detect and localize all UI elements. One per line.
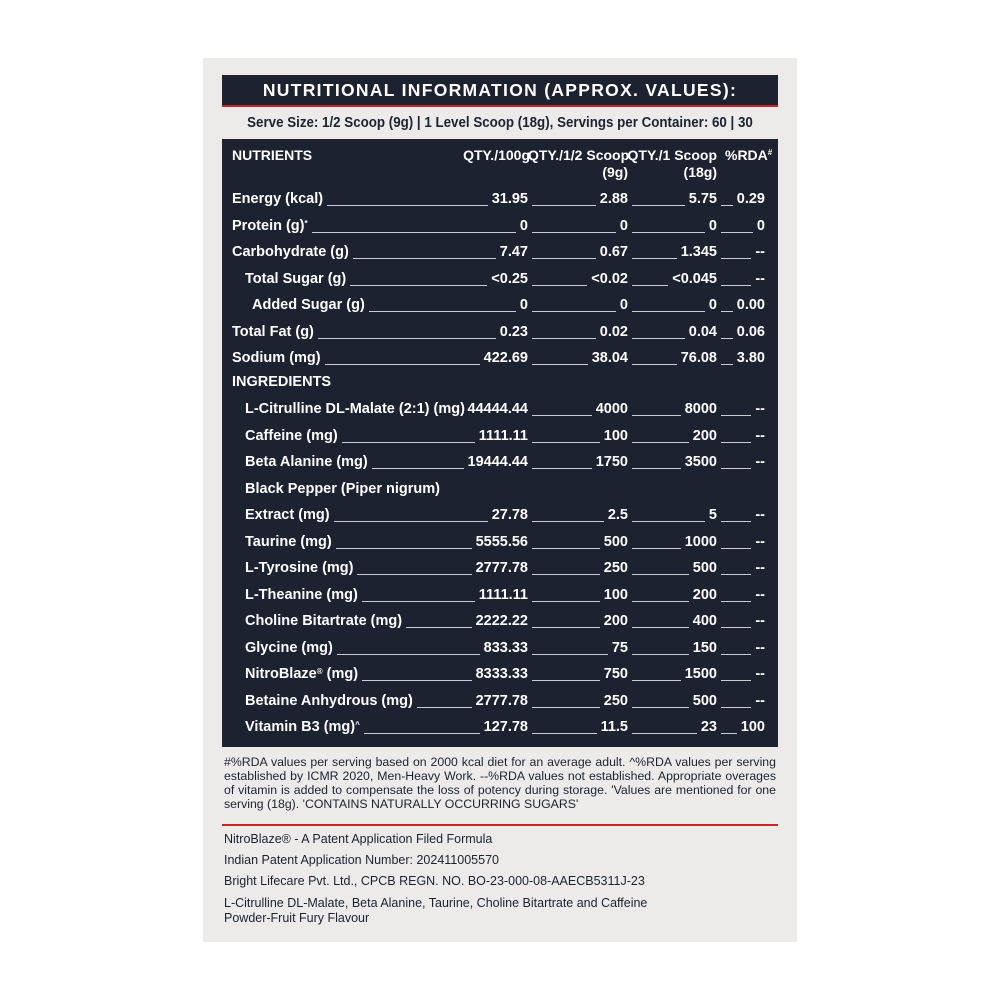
footnote-divider (222, 824, 778, 826)
cell-qhalf: 500 (603, 533, 628, 550)
cell-qhalf: 750 (603, 666, 628, 682)
row-name (245, 613, 402, 629)
leader-line (532, 205, 596, 206)
cell-q100: 44444.44 (467, 401, 528, 417)
leader-line (369, 311, 516, 312)
leader-line (632, 574, 689, 575)
cell-qone: 0.04 (688, 323, 717, 340)
leader-line (532, 468, 592, 469)
row-name-text: Glycine (mg) (245, 639, 333, 656)
leader-line (632, 338, 685, 339)
cell-q100: 127.78 (483, 719, 528, 735)
cell-qone: 150 (692, 639, 717, 656)
row-name (245, 454, 368, 470)
leader-line (532, 627, 600, 628)
row-name-text: Vitamin B3 (mg) (245, 719, 356, 735)
leader-line (417, 707, 472, 708)
row-name-text: Black Pepper (Piper nigrum) (245, 480, 440, 497)
cell-q100: 0 (519, 217, 528, 234)
leader-line (532, 707, 600, 708)
header-qty-one-scoop-size: (18g) (683, 164, 717, 180)
cell-qone: 1000 (684, 533, 717, 550)
cell-qhalf: 100 (603, 427, 628, 444)
row-name-text: Protein (g) (232, 217, 305, 234)
cell-qhalf: 38.04 (591, 350, 628, 366)
cell-rda: 0.06 (736, 323, 765, 340)
leader-line (632, 601, 689, 602)
leader-line (532, 232, 616, 233)
row-name (245, 587, 358, 603)
row-name (245, 534, 332, 550)
cell-rda: -- (755, 639, 765, 656)
cell-qhalf: 11.5 (600, 719, 628, 735)
leader-line (721, 205, 733, 206)
ingredients-heading: INGREDIENTS (232, 374, 332, 390)
row-name-mark: ® (316, 667, 323, 676)
cell-qone: 1.345 (680, 244, 717, 260)
serve-size-line: Serve Size: 1/2 Scoop (9g) | 1 Level Scoop (18g), Servings per Container: 60 | 30 (247, 115, 753, 131)
cell-q100: 833.33 (483, 639, 528, 656)
cell-rda: 0 (756, 217, 765, 234)
cell-qhalf: 250 (603, 560, 628, 576)
leader-line (632, 707, 689, 708)
cell-rda: -- (755, 533, 765, 550)
cell-q100: 5555.56 (475, 533, 528, 550)
nutrition-table (222, 139, 778, 747)
leader-line (532, 680, 600, 681)
cell-rda: 0.29 (736, 191, 765, 207)
leader-line (327, 205, 488, 206)
leader-line (632, 311, 705, 312)
cell-qone: 5 (708, 507, 717, 523)
cell-q100: 2777.78 (475, 692, 528, 709)
row-name-text: L-Citrulline DL-Malate (2:1) (mg) (245, 401, 465, 417)
cell-q100: 27.78 (491, 507, 528, 523)
leader-line (532, 548, 600, 549)
cell-rda: -- (755, 270, 765, 287)
row-name (232, 324, 314, 340)
row-name-text: Choline Bitartrate (mg) (245, 613, 403, 629)
cell-qone: 8000 (684, 401, 717, 417)
cell-qhalf: 0.67 (599, 244, 628, 260)
cell-qhalf: 200 (603, 613, 628, 629)
cell-qone: 1500 (684, 666, 717, 682)
leader-line (334, 521, 488, 522)
cell-qhalf: <0.02 (591, 270, 628, 287)
cell-qone: 3500 (684, 454, 717, 470)
leader-line (632, 548, 681, 549)
product-description-line-2: Powder-Fruit Fury Flavour (224, 911, 370, 925)
leader-line (721, 285, 751, 286)
row-name (232, 191, 323, 207)
leader-line (364, 733, 480, 734)
row-name-text: Total Sugar (g) (245, 270, 347, 287)
leader-line (532, 285, 587, 286)
leader-line (362, 680, 472, 681)
cell-q100: 1111.11 (478, 586, 528, 603)
header-rda-mark: # (767, 148, 773, 157)
cell-qhalf: 0.02 (599, 323, 628, 340)
cell-rda: -- (755, 560, 765, 576)
nutrition-title: NUTRITIONAL INFORMATION (APPROX. VALUES): (222, 75, 778, 105)
row-name (232, 244, 349, 260)
leader-line (721, 574, 751, 575)
row-name-text: NitroBlaze (245, 666, 317, 682)
cell-rda: -- (755, 427, 765, 444)
leader-line (532, 415, 592, 416)
leader-line (721, 680, 751, 681)
row-name-text: L-Tyrosine (mg) (245, 560, 354, 576)
row-name (245, 507, 330, 523)
leader-line (632, 468, 681, 469)
cell-qone: 0 (708, 297, 717, 313)
row-name (245, 481, 440, 497)
leader-line (721, 338, 733, 339)
header-rda (725, 147, 772, 163)
leader-line (353, 258, 496, 259)
row-name-text: Beta Alanine (mg) (245, 454, 368, 470)
cell-qhalf: 250 (603, 692, 628, 709)
leader-line (532, 521, 604, 522)
row-name-suffix: (mg) (322, 666, 359, 682)
leader-line (632, 364, 677, 365)
leader-line (532, 338, 596, 339)
cell-qhalf: 1750 (595, 454, 628, 470)
row-name-mark: * (304, 218, 308, 228)
cell-qhalf: 75 (611, 639, 628, 656)
cell-q100: 2222.22 (475, 613, 528, 629)
cell-q100: 19444.44 (467, 454, 528, 470)
leader-line (362, 601, 475, 602)
leader-line (721, 468, 751, 469)
cell-rda: 0.00 (736, 297, 765, 313)
row-name-text: L-Theanine (mg) (245, 586, 358, 603)
leader-line (632, 285, 668, 286)
cell-rda: 3.80 (736, 350, 765, 366)
cell-q100: 422.69 (483, 350, 528, 366)
row-name-text: Energy (kcal) (232, 191, 324, 207)
leader-line (532, 258, 596, 259)
leader-line (532, 574, 600, 575)
leader-line (721, 707, 751, 708)
header-qty-half-scoop: QTY./1/2 Scoop (528, 147, 630, 163)
row-name (245, 271, 346, 287)
leader-line (632, 521, 705, 522)
cell-qhalf: 2.5 (607, 507, 628, 523)
leader-line (357, 574, 471, 575)
row-name (252, 297, 365, 313)
header-qty-half-scoop-size: (9g) (602, 164, 628, 180)
cell-rda: 100 (740, 719, 765, 735)
cell-q100: 0.23 (499, 323, 528, 340)
cell-rda: -- (755, 507, 765, 523)
cell-qone: 400 (692, 613, 717, 629)
row-name (245, 560, 353, 576)
leader-line (721, 311, 733, 312)
leader-line (336, 548, 472, 549)
title-underline (222, 105, 778, 107)
leader-line (721, 654, 751, 655)
row-name (245, 719, 360, 735)
cell-qone: 200 (692, 586, 717, 603)
leader-line (632, 232, 705, 233)
leader-line (721, 521, 751, 522)
row-name-text: Carbohydrate (g) (232, 244, 349, 260)
leader-line (532, 311, 616, 312)
leader-line (721, 548, 751, 549)
row-name-text: Total Fat (g) (232, 323, 314, 340)
leader-line (532, 364, 588, 365)
leader-line (632, 627, 689, 628)
leader-line (342, 442, 475, 443)
cell-q100: 8333.33 (475, 666, 528, 682)
cell-q100: 0 (519, 297, 528, 313)
leader-line (532, 654, 608, 655)
cell-qhalf: 2.88 (599, 191, 628, 207)
cell-rda: -- (755, 401, 765, 417)
cell-rda: -- (755, 454, 765, 470)
row-name (245, 428, 338, 444)
leader-line (632, 258, 677, 259)
leader-line (721, 364, 733, 365)
row-name-text: Taurine (mg) (245, 533, 332, 550)
patent-number: Indian Patent Application Number: 202411005570 (224, 853, 499, 867)
leader-line (406, 627, 471, 628)
leader-line (721, 258, 751, 259)
cell-q100: 31.95 (491, 191, 528, 207)
leader-line (632, 442, 689, 443)
row-name (232, 218, 308, 234)
leader-line (312, 232, 516, 233)
row-name (232, 350, 321, 366)
leader-line (632, 680, 681, 681)
leader-line (632, 733, 697, 734)
cell-rda: -- (755, 692, 765, 709)
leader-line (721, 232, 753, 233)
header-qty-one-scoop: QTY./1 Scoop (627, 147, 717, 163)
product-description-line-1: L-Citrulline DL-Malate, Beta Alanine, Taurine, Choline Bitartrate and Caffeine (224, 896, 648, 910)
header-qty-100g: QTY./100g (463, 147, 530, 163)
leader-line (532, 601, 600, 602)
row-name (245, 693, 413, 709)
row-name-text: Added Sugar (g) (252, 297, 365, 313)
row-name-text: Caffeine (mg) (245, 427, 338, 444)
patent-note: NitroBlaze® - A Patent Application Filed Formula (224, 832, 493, 846)
leader-line (532, 442, 600, 443)
manufacturer-line: Bright Lifecare Pvt. Ltd., CPCB REGN. NO. BO-23-000-08-AAECB5311J-23 (224, 874, 645, 888)
cell-qone: 0 (708, 217, 717, 234)
leader-line (721, 627, 751, 628)
row-name (245, 640, 333, 656)
cell-qhalf: 0 (619, 297, 628, 313)
row-name-text: Betaine Anhydrous (mg) (245, 692, 413, 709)
leader-line (632, 205, 685, 206)
leader-line (721, 733, 737, 734)
row-name-mark: ^ (355, 720, 360, 729)
header-nutrients: NUTRIENTS (232, 147, 313, 163)
cell-qone: 200 (692, 427, 717, 444)
cell-qhalf: 4000 (595, 401, 628, 417)
header-rda-label: %RDA (725, 147, 768, 163)
leader-line (325, 364, 480, 365)
row-name (245, 401, 465, 417)
cell-q100: 2777.78 (475, 560, 528, 576)
leader-line (372, 468, 464, 469)
leader-line (532, 733, 597, 734)
leader-line (721, 415, 751, 416)
row-name-text: Sodium (mg) (232, 350, 321, 366)
cell-qone: 23 (700, 719, 717, 735)
leader-line (721, 601, 751, 602)
leader-line (632, 415, 681, 416)
cell-qone: <0.045 (672, 270, 717, 287)
leader-line (337, 654, 480, 655)
cell-qone: 76.08 (680, 350, 717, 366)
cell-rda: -- (755, 613, 765, 629)
cell-qone: 500 (692, 560, 717, 576)
leader-line (318, 338, 496, 339)
cell-rda: -- (755, 666, 765, 682)
row-name (245, 666, 358, 682)
leader-line (721, 442, 751, 443)
cell-rda: -- (755, 244, 765, 260)
cell-q100: <0.25 (491, 270, 528, 287)
cell-q100: 1111.11 (478, 427, 528, 444)
cell-q100: 7.47 (499, 244, 528, 260)
cell-qone: 5.75 (688, 191, 717, 207)
cell-rda: -- (755, 586, 765, 603)
cell-qone: 500 (692, 692, 717, 709)
cell-qhalf: 100 (603, 586, 628, 603)
rda-footnote: #%RDA values per serving based on 2000 kcal diet for an average adult. ^%RDA values per serving established by ICMR 2020, Men-Heavy Work. --%RDA values not established. Appropriate overages of vitamin is added to compensate the loss of potency during storage. 'Values are mentioned for one serving (18g). 'CONTAINS NATURALLY OCCURRING SUGARS' (224, 755, 776, 811)
row-name-text: Extract (mg) (245, 507, 330, 523)
leader-line (632, 654, 689, 655)
cell-qhalf: 0 (619, 217, 628, 234)
leader-line (350, 285, 487, 286)
